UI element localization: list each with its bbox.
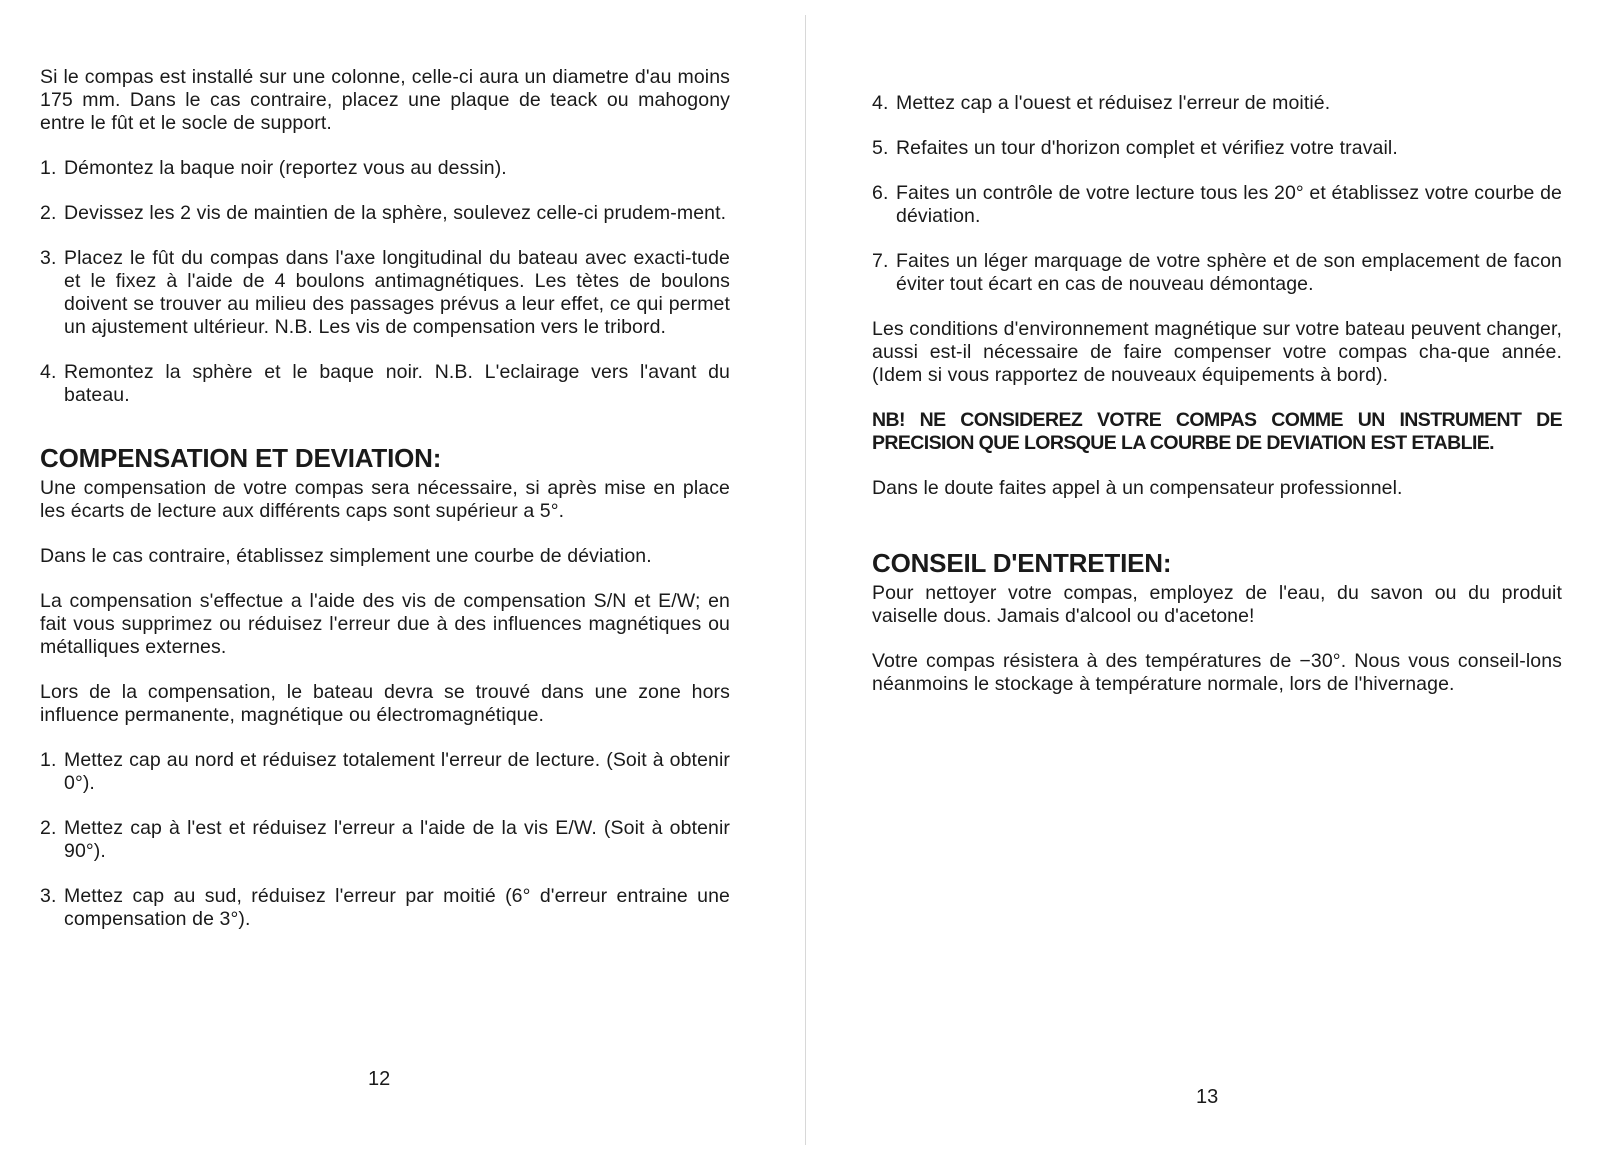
- right-page: [810, 0, 1600, 1161]
- list-text: Mettez cap au nord et réduisez totalement l'erreur de lecture. (Soit à obtenir 0°).: [64, 749, 730, 794]
- section-heading-compensation: COMPENSATION ET DEVIATION:: [40, 443, 442, 473]
- list-item: [40, 749, 730, 795]
- list-number: 3.: [40, 885, 57, 907]
- body-paragraph: Une compensation de votre compas sera nécessaire, si après mise en place les écarts de lecture aux différents caps sont supérieur a 5°.: [40, 477, 730, 522]
- list-text: Devissez les 2 vis de maintien de la sphère, soulevez celle-ci prudem-ment.: [64, 202, 727, 224]
- list-number: 4.: [872, 92, 889, 114]
- list-item: [872, 250, 1562, 296]
- section-heading-maintenance: CONSEIL D'ENTRETIEN:: [872, 548, 1172, 578]
- conditions-paragraph: Les conditions d'environnement magnétique sur votre bateau peuvent changer, aussi est-il nécessaire de faire compenser votre compas cha-que année. (Idem si vous rapportez de nouveaux équipements à bord).: [872, 318, 1562, 386]
- list-number: 4.: [40, 361, 57, 383]
- list-number: 1.: [40, 157, 57, 179]
- list-number: 6.: [872, 182, 889, 204]
- page-number: 12: [368, 1068, 391, 1090]
- list-text: Faites un léger marquage de votre sphère et de son emplacement de facon éviter tout écart en cas de nouveau démontage.: [896, 250, 1562, 295]
- list-text: Faites un contrôle de votre lecture tous les 20° et établissez votre courbe de déviation.: [896, 182, 1562, 227]
- list-item: [40, 157, 730, 180]
- list-text: Refaites un tour d'horizon complet et vérifiez votre travail.: [896, 137, 1398, 159]
- precision-notice: NB! NE CONSIDEREZ VOTRE COMPAS COMME UN INSTRUMENT DE PRECISION QUE LORSQUE LA COURBE DE DEVIATION EST ETABLIE.: [872, 409, 1562, 454]
- list-text: Placez le fût du compas dans l'axe longitudinal du bateau avec exacti-tude et le fixez à l'aide de 4 boulons antimagnétiques. Les tètes de boulons doivent se trouver au milieu des passages prévus a leur effet, ce qui permet un ajustement ultérieur. N.B. Les vis de compensation vers le tribord.: [64, 247, 730, 338]
- list-item: [40, 247, 730, 339]
- list-number: 3.: [40, 247, 57, 269]
- list-text: Mettez cap a l'ouest et réduisez l'erreur de moitié.: [896, 92, 1331, 114]
- list-text: Remontez la sphère et le baque noir. N.B. L'eclairage vers l'avant du bateau.: [64, 361, 730, 406]
- body-paragraph: La compensation s'effectue a l'aide des vis de compensation S/N et E/W; en fait vous supprimez ou réduisez l'erreur due à des influences magnétiques ou métalliques externes.: [40, 590, 730, 658]
- list-text: Mettez cap à l'est et réduisez l'erreur a l'aide de la vis E/W. (Soit à obtenir 90°).: [64, 817, 730, 862]
- body-paragraph: Dans le cas contraire, établissez simplement une courbe de déviation.: [40, 545, 652, 567]
- list-number: 5.: [872, 137, 889, 159]
- list-item: [872, 182, 1562, 228]
- list-item: [872, 92, 1562, 115]
- right-text-column: [872, 92, 1562, 718]
- page-number: 13: [1196, 1086, 1219, 1108]
- list-text: Mettez cap au sud, réduisez l'erreur par moitié (6° d'erreur entraine une compensation de 3°).: [64, 885, 730, 930]
- list-number: 7.: [872, 250, 889, 272]
- doubt-paragraph: Dans le doute faites appel à un compensateur professionnel.: [872, 477, 1403, 499]
- list-number: 2.: [40, 202, 57, 224]
- list-item: [40, 202, 730, 225]
- maintenance-paragraph: Pour nettoyer votre compas, employez de l'eau, du savon ou du produit vaiselle dous. Jamais d'alcool ou d'acetone!: [872, 582, 1562, 627]
- list-item: [40, 361, 730, 407]
- maintenance-paragraph: Votre compas résistera à des températures de −30°. Nous vous conseil-lons néanmoins le stockage à température normale, lors de l'hivernage.: [872, 650, 1562, 695]
- list-item: [40, 817, 730, 863]
- page-gutter: [805, 15, 806, 1145]
- list-item: [40, 885, 730, 931]
- list-item: [872, 137, 1562, 160]
- intro-paragraph: Si le compas est installé sur une colonne, celle-ci aura un diametre d'au moins 175 mm. Dans le cas contraire, placez une plaque de teack ou mahogony entre le fût et le socle de support.: [40, 66, 730, 134]
- list-number: 1.: [40, 749, 57, 771]
- left-text-column: [40, 66, 730, 953]
- list-number: 2.: [40, 817, 57, 839]
- body-paragraph: Lors de la compensation, le bateau devra se trouvé dans une zone hors influence permanente, magnétique ou électromagnétique.: [40, 681, 730, 726]
- list-text: Démontez la baque noir (reportez vous au dessin).: [64, 157, 507, 179]
